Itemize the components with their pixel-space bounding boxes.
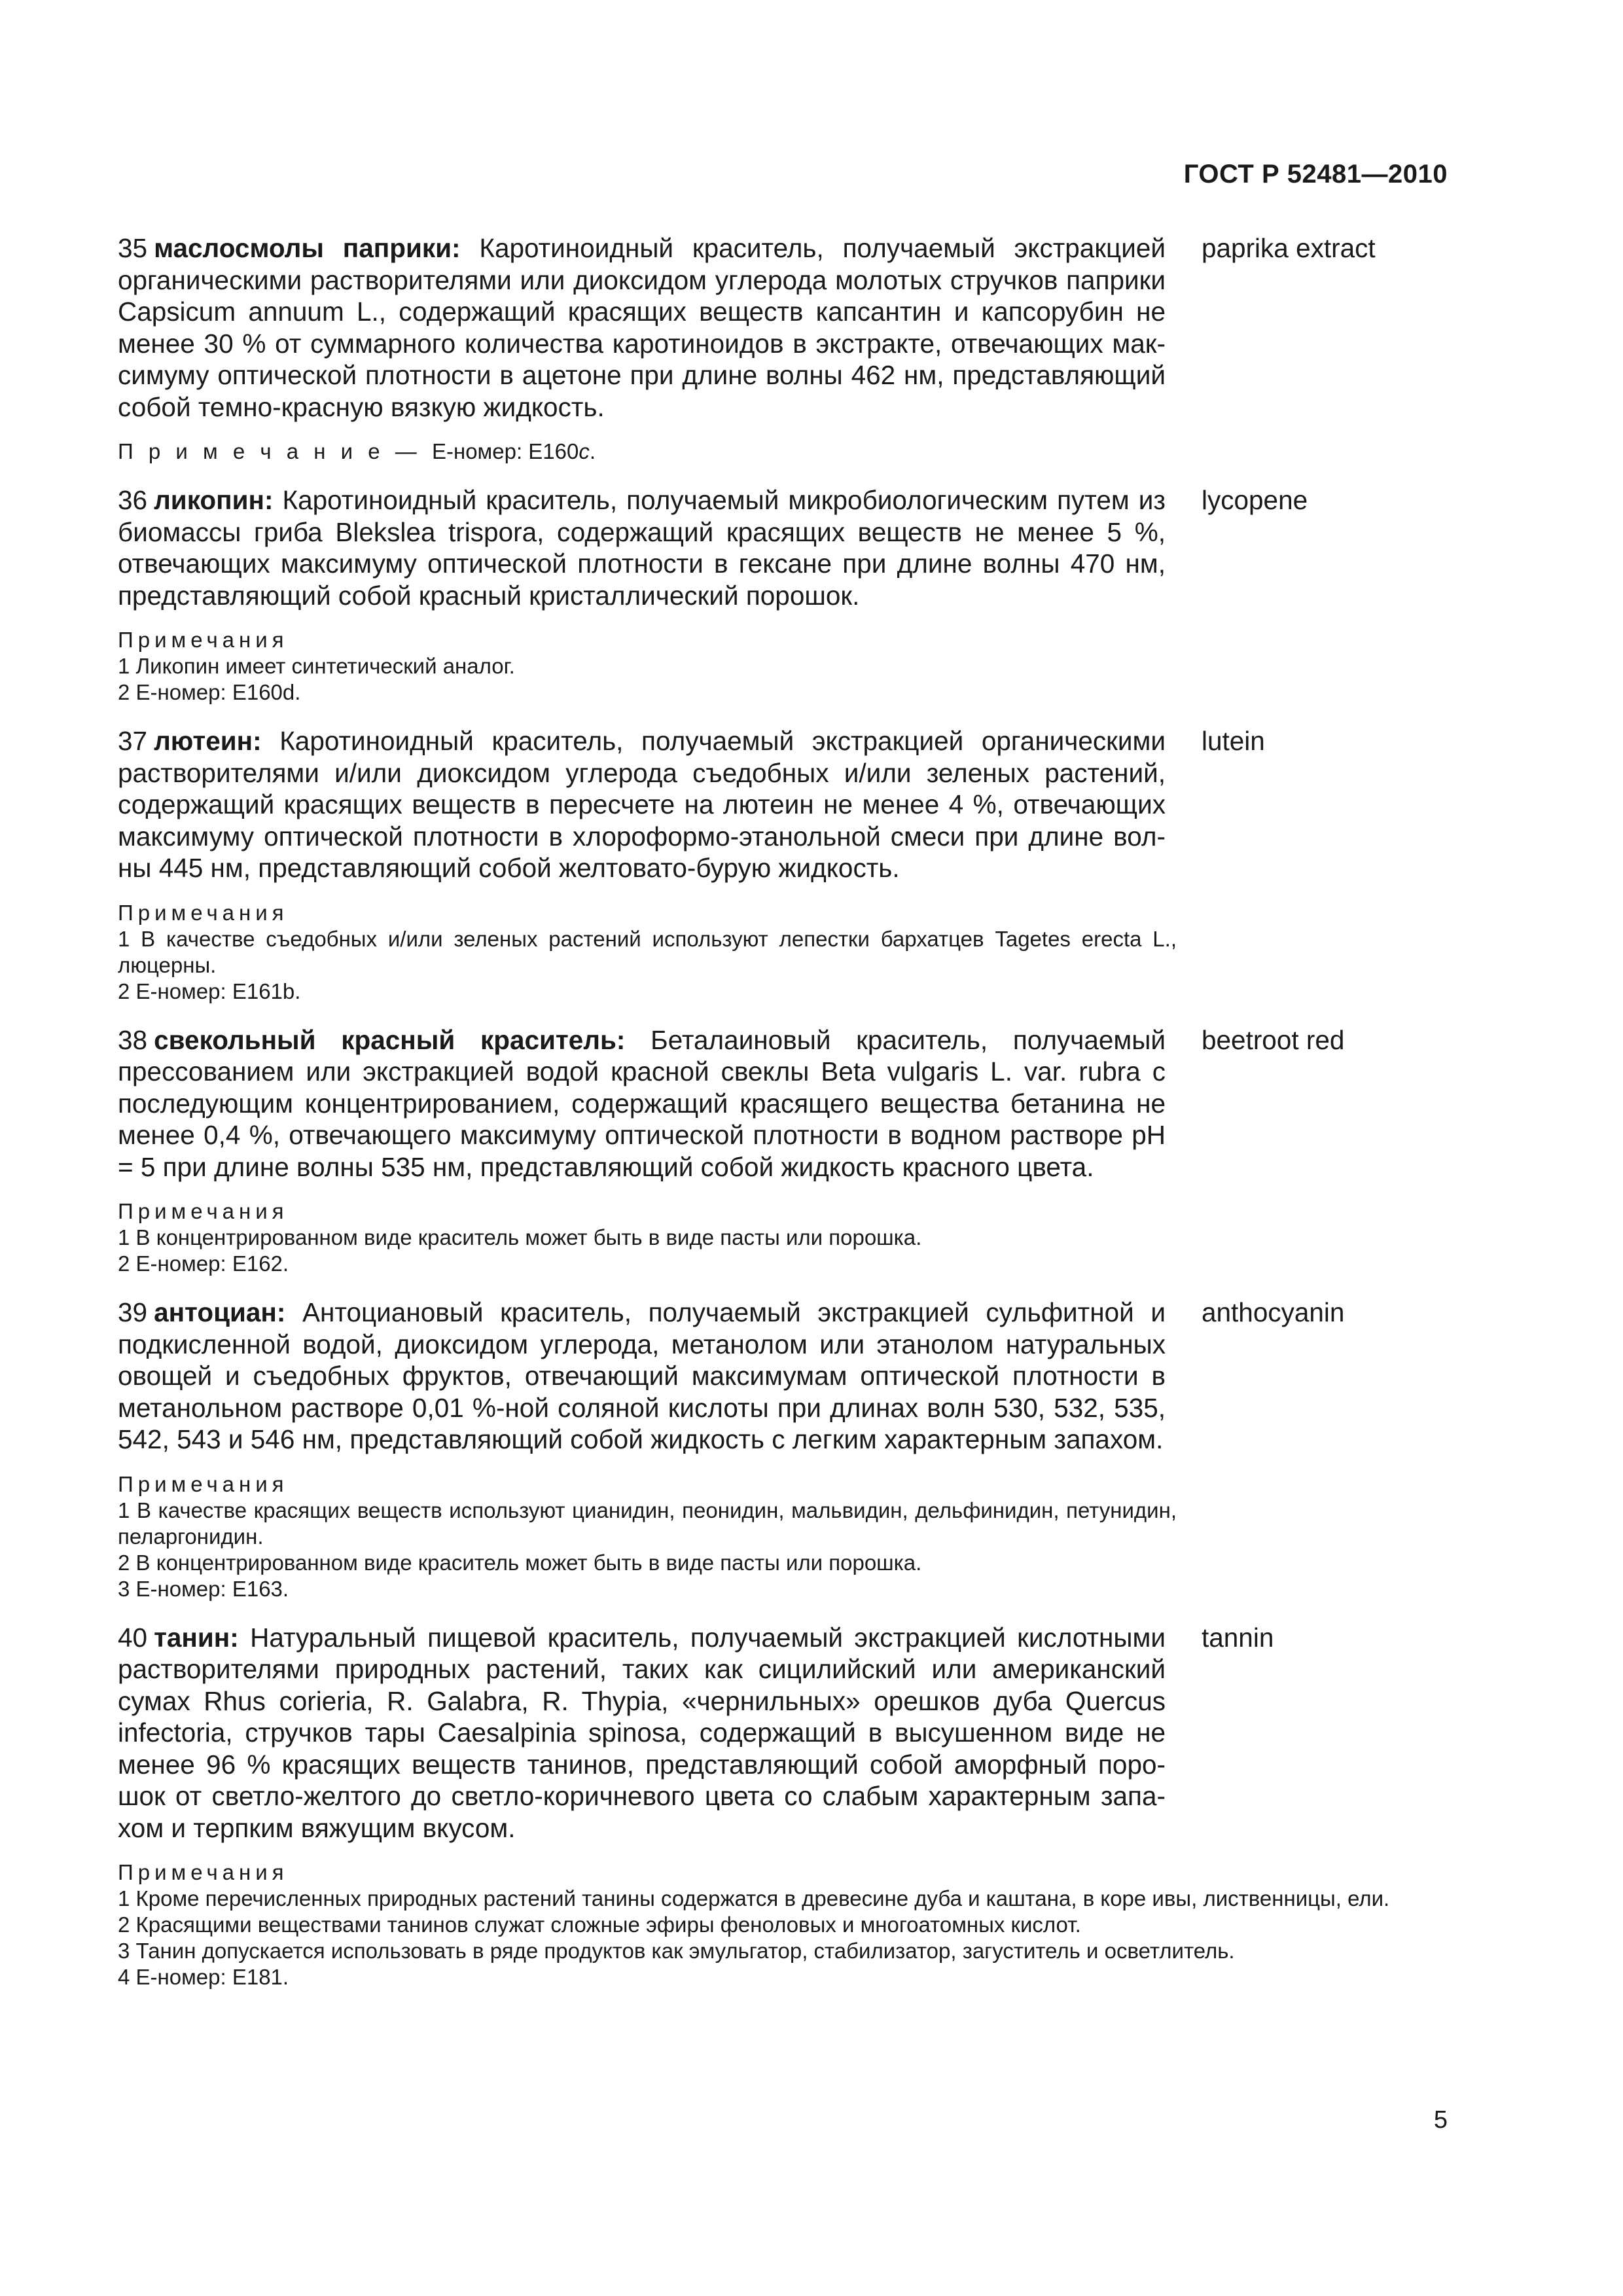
term-note [118,439,1177,465]
note-line: 1 Кроме перечисленных природных растений танины содержатся в древесине дуба и каштана, в коре ивы, лиственницы, ели. [118,1886,1390,1910]
note-line: 3 Танин допускается использовать в ряде продуктов как эмульгатор, стабилизатор, загуститель и осветлитель. [118,1939,1235,1963]
term-english-equivalent: anthocyanin [1202,1297,1345,1327]
note-line: 1 В качестве красящих веществ используют цианидин, пеонидин, мальвидин, дельфинидин, петунидин, пеларгонидин. [118,1498,1177,1549]
note-line: 1 Ликопин имеет синтетический аналог. [118,654,515,678]
term-definition-text: Каротиноидный краситель, получаемый микробиологическим путем из биомассы гриба Blekslea trispora, содержащий красящих веществ не менее 5 %, отвечающих максимуму оптической плотности в гексане при длине волны 470 нм, представляющий собой красный кристаллический порошок. [118,485,1166,611]
term-english-equivalent: tannin [1202,1622,1274,1653]
term-definition-text: Каротиноидный краситель, получаемый экстракцией органическими растворителями и/или диоксидом углерода съедобных и/или зеленых растений, содержащий красящих веществ в пересчете на лютеин не менее 4 %, отвечающих максимуму оптической плотности в хлороформо-этанольной смеси при длине волны 445 нм, представляющий собой желтовато-бурую жидкость. [118,726,1166,883]
term-word: антоциан: [154,1297,286,1327]
term-entry-35 [118,232,1448,465]
document-number: ГОСТ Р 52481—2010 [1183,160,1448,188]
term-entry-39 [118,1297,1448,1602]
note-text-end: . [589,439,596,463]
term-notes [118,1859,1446,1990]
term-number: 39 [118,1297,148,1327]
term-entry-37 [118,725,1448,1005]
term-word: танин: [154,1622,239,1653]
term-number: 40 [118,1622,148,1653]
term-notes [118,1471,1177,1602]
term-number: 36 [118,485,148,515]
term-entry-36 [118,484,1448,706]
term-word: свекольный красный краситель: [154,1024,626,1055]
term-definition-text: Антоциановый краситель, получаемый экстракцией сульфитной и подкисленной водой, диоксидом углерода, метанолом или этанолом натуральных овощей и съедобных фруктов, отвечающий максимумам оптической плотности в метанольном растворе 0,01 %-ной соляной кислоты при длинах волн 530, 532, 535, 542, 543 и 546 нм, представляющий собой жидкость с легким характерным запахом. [118,1297,1166,1454]
term-word: ликопин: [154,485,274,515]
term-notes [118,627,1177,706]
term-definition [118,484,1166,611]
term-number: 35 [118,233,148,263]
term-notes [118,1198,1177,1277]
note-line: 4 Е-номер: Е181. [118,1965,289,1989]
note-line: 2 Е-номер: Е162. [118,1251,289,1276]
term-definition [118,725,1166,884]
note-line: 1 В качестве съедобных и/или зеленых растений используют лепестки бархатцев Tagetes erecta L., люцерны. [118,926,1177,977]
term-entry-40 [118,1622,1448,1991]
term-definition [118,1024,1166,1183]
note-line: 2 Красящими веществами танинов служат сложные эфиры феноловых и многоатомных кислот. [118,1912,1081,1937]
notes-heading: Примечания [118,1860,289,1884]
notes-heading: Примечания [118,628,289,652]
note-text-italic: c [579,439,590,463]
page-number: 5 [1433,2106,1448,2134]
term-english-equivalent: lutein [1202,726,1265,756]
term-entry-38 [118,1024,1448,1278]
term-definition [118,1297,1166,1456]
note-text: Е-номер: Е160 [431,439,579,463]
note-line: 2 Е-номер: Е160d. [118,680,301,704]
note-line: 2 Е-номер: Е161b. [118,978,301,1003]
note-line: 3 Е-номер: Е163. [118,1576,289,1601]
note-line: 2 В концентрированном виде краситель может быть в виде пасты или порошка. [118,1550,922,1575]
term-definition [118,1622,1166,1844]
term-definition-text: Беталаиновый краситель, получаемый прессованием или экстракцией водой красной свеклы Beta vulgaris L. var. rubra с последующим концентрированием, содержащий красящего вещества бетанина не менее 0,4 %, отвечающего максимуму оптической плотности в водном растворе pH = 5 при длине волны 535 нм, представляющий собой жидкость красного цвета. [118,1024,1166,1182]
term-definition-text: Каротиноидный краситель, получаемый экстракцией органическими растворителями или диоксидом углерода молотых стручков паприки Capsicum annuum L., содержащий красящих веществ капсантин и капсорубин не менее 30 % от суммарного количества каротиноидов в экстракте, отвечающих максимуму оптической плотности в ацетоне при длине волны 462 нм, представляющий собой темно-красную вязкую жидкость. [118,233,1166,422]
term-number: 37 [118,726,148,756]
note-line: 1 В концентрированном виде краситель может быть в виде пасты или порошка. [118,1225,922,1249]
notes-heading: Примечания [118,900,289,925]
notes-heading: Примечания [118,1199,289,1223]
term-number: 38 [118,1024,148,1055]
term-word: маслосмолы паприки: [154,233,461,263]
term-english-equivalent: lycopene [1202,485,1308,515]
term-definition-text: Натуральный пищевой краситель, получаемый экстракцией кислотными растворителями природных растений, таких как сицилийский или американский сумах Rhus corieria, R. Galabra, R. Thypia, «чернильных» орешков дуба Quercus infectoria, стручков тары Caesalpinia spinosa, содержащий в высушенном виде не менее 96 % красящих веществ танинов, представляющий собой аморфный порошок от светло-желтого до светло-коричневого цвета со слабым характерным запахом и терпким вяжущим вкусом. [118,1622,1166,1843]
note-label: П р и м е ч а н и е — [118,439,432,463]
term-notes [118,900,1177,1005]
term-definition [118,232,1166,423]
term-word: лютеин: [154,726,262,756]
notes-heading: Примечания [118,1471,289,1496]
term-english-equivalent: beetroot red [1202,1024,1345,1055]
term-english-equivalent: paprika extract [1202,233,1376,263]
terms-list [118,232,1448,2010]
